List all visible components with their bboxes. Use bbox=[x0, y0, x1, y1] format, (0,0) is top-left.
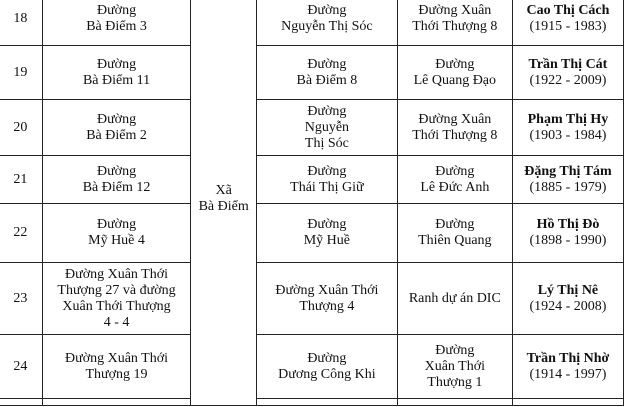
honoree-name: Trần Thị Cát bbox=[528, 56, 608, 72]
new-street-name-line: Đường Xuân Thới bbox=[275, 282, 379, 298]
new-street-name-line: Đường bbox=[307, 103, 347, 119]
old-street-name-cell bbox=[42, 335, 191, 399]
honoree-cell bbox=[512, 335, 623, 399]
table-row bbox=[0, 263, 624, 335]
new-street-name-line: Đường bbox=[307, 56, 347, 72]
honoree-name: Hồ Thị Đò bbox=[536, 217, 600, 232]
new-street-name-cell bbox=[256, 335, 397, 399]
new-street-name-cell bbox=[256, 46, 397, 100]
street-endpoint-cell bbox=[397, 156, 512, 204]
honoree-cell bbox=[512, 156, 623, 204]
ward-name-line: Bà Điểm bbox=[198, 199, 249, 214]
street-endpoint-line: Lê Quang Đạo bbox=[413, 72, 497, 88]
street-endpoint-line: Đường bbox=[435, 217, 475, 232]
street-endpoint-line: Đường bbox=[435, 163, 475, 179]
honoree-years: (1915 - 1983) bbox=[529, 19, 607, 34]
street-endpoint-line: Đường Xuân bbox=[418, 111, 492, 127]
new-street-name-cell bbox=[256, 0, 397, 46]
new-street-name-cell bbox=[256, 204, 397, 263]
old-street-name-line: Đường bbox=[96, 3, 137, 18]
old-street-name-line: Mỹ Huề 4 bbox=[88, 233, 145, 248]
old-street-name-cell bbox=[42, 0, 191, 46]
empty-cell bbox=[42, 399, 191, 406]
old-street-name-line: Bà Điểm 11 bbox=[82, 72, 151, 88]
ward-name-line: Xã bbox=[215, 183, 232, 198]
row-number-cell: 19 bbox=[0, 46, 42, 100]
old-street-name-line: Đường Xuân Thới bbox=[65, 350, 169, 366]
old-street-name-line: Đường bbox=[96, 217, 137, 232]
new-street-name-line: Đường bbox=[307, 163, 347, 179]
new-street-name-line: Thị Sóc bbox=[304, 135, 349, 151]
honoree-years: (1898 - 1990) bbox=[529, 233, 607, 248]
table-row bbox=[0, 100, 624, 156]
street-endpoint-cell bbox=[397, 204, 512, 263]
honoree-name: Đặng Thị Tám bbox=[524, 163, 612, 179]
table-row bbox=[0, 204, 624, 263]
honoree-years: (1903 - 1984) bbox=[529, 127, 607, 143]
old-street-name-line: Bà Điểm 2 bbox=[86, 127, 147, 143]
new-street-name-line: Đường bbox=[307, 217, 347, 232]
honoree-years: (1922 - 2009) bbox=[529, 72, 607, 88]
old-street-name-line: Thượng 27 và đường bbox=[57, 282, 176, 298]
old-street-name-line: Xuân Thới Thượng bbox=[62, 298, 171, 314]
ward-cell bbox=[191, 0, 257, 406]
street-endpoint-line: Thượng 1 bbox=[427, 374, 483, 390]
street-endpoint-line: Đường bbox=[435, 56, 475, 72]
empty-cell bbox=[0, 399, 42, 406]
honoree-name: Lý Thị Nê bbox=[537, 282, 599, 298]
new-street-name-cell bbox=[256, 100, 397, 156]
street-endpoint-cell bbox=[397, 335, 512, 399]
honoree-cell bbox=[512, 204, 623, 263]
new-street-name-line: Thượng 4 bbox=[299, 298, 355, 314]
street-endpoint-line: Lê Đức Anh bbox=[420, 179, 490, 195]
empty-cell bbox=[397, 399, 512, 406]
honoree-name: Trần Thị Nhờ bbox=[526, 350, 610, 366]
new-street-name-line: Dương Công Khi bbox=[278, 366, 376, 382]
street-endpoint-line: Đường bbox=[435, 342, 475, 358]
street-endpoint-cell bbox=[397, 100, 512, 156]
table-row bbox=[0, 156, 624, 204]
old-street-name-line: Thượng 19 bbox=[85, 366, 148, 382]
table-row-cut-off bbox=[0, 399, 624, 406]
table-row bbox=[0, 0, 624, 46]
street-endpoint-line: Xuân Thới bbox=[424, 358, 486, 374]
new-street-name-line: Thái Thị Giữ bbox=[290, 179, 364, 195]
row-number-cell: 24 bbox=[0, 335, 42, 399]
row-number-cell: 18 bbox=[0, 0, 42, 46]
table-row bbox=[0, 46, 624, 100]
street-endpoint-line: Thiên Quang bbox=[418, 233, 492, 248]
new-street-name-cell bbox=[256, 263, 397, 335]
street-endpoint-line: Thới Thượng 8 bbox=[412, 127, 498, 143]
street-endpoint-line: Thới Thượng 8 bbox=[412, 19, 498, 34]
honoree-cell bbox=[512, 100, 623, 156]
old-street-name-cell bbox=[42, 100, 191, 156]
old-street-name-line: Bà Điểm 12 bbox=[82, 179, 151, 195]
old-street-name-line: Đường bbox=[96, 163, 137, 179]
row-number-cell: 22 bbox=[0, 204, 42, 263]
honoree-name: Phạm Thị Hy bbox=[527, 111, 609, 127]
honoree-cell bbox=[512, 263, 623, 335]
new-street-name-line: Bà Điểm 8 bbox=[296, 72, 358, 88]
old-street-name-cell bbox=[42, 46, 191, 100]
empty-cell bbox=[512, 399, 623, 406]
honoree-years: (1885 - 1979) bbox=[529, 179, 607, 195]
new-street-name-line: Đường bbox=[307, 3, 347, 18]
row-number-cell: 23 bbox=[0, 263, 42, 335]
street-endpoint-cell bbox=[397, 46, 512, 100]
street-endpoint-line: Ranh dự án DIC bbox=[408, 290, 501, 306]
new-street-name-line: Nguyễn bbox=[304, 119, 350, 135]
old-street-name-line: Đường bbox=[96, 111, 137, 127]
honoree-cell bbox=[512, 0, 623, 46]
honoree-years: (1924 - 2008) bbox=[529, 298, 607, 314]
street-endpoint-line: Đường Xuân bbox=[418, 3, 492, 18]
old-street-name-cell bbox=[42, 156, 191, 204]
honoree-cell bbox=[512, 46, 623, 100]
old-street-name-line: 4 - 4 bbox=[103, 314, 130, 330]
street-endpoint-cell bbox=[397, 0, 512, 46]
new-street-name-line: Đường bbox=[307, 350, 347, 366]
row-number-cell: 21 bbox=[0, 156, 42, 204]
old-street-name-line: Đường bbox=[96, 56, 137, 72]
row-number-cell: 20 bbox=[0, 100, 42, 156]
new-street-name-cell bbox=[256, 156, 397, 204]
old-street-name-line: Bà Điểm 3 bbox=[86, 19, 147, 34]
empty-cell bbox=[256, 399, 397, 406]
new-street-name-line: Mỹ Huề bbox=[303, 233, 351, 248]
new-street-name-line: Nguyễn Thị Sóc bbox=[281, 19, 373, 34]
old-street-name-line: Đường Xuân Thới bbox=[65, 266, 169, 282]
table-row bbox=[0, 335, 624, 399]
old-street-name-cell bbox=[42, 204, 191, 263]
honoree-years: (1914 - 1997) bbox=[529, 366, 607, 382]
street-endpoint-cell bbox=[397, 263, 512, 335]
honoree-name: Cao Thị Cách bbox=[526, 3, 610, 18]
old-street-name-cell bbox=[42, 263, 191, 335]
